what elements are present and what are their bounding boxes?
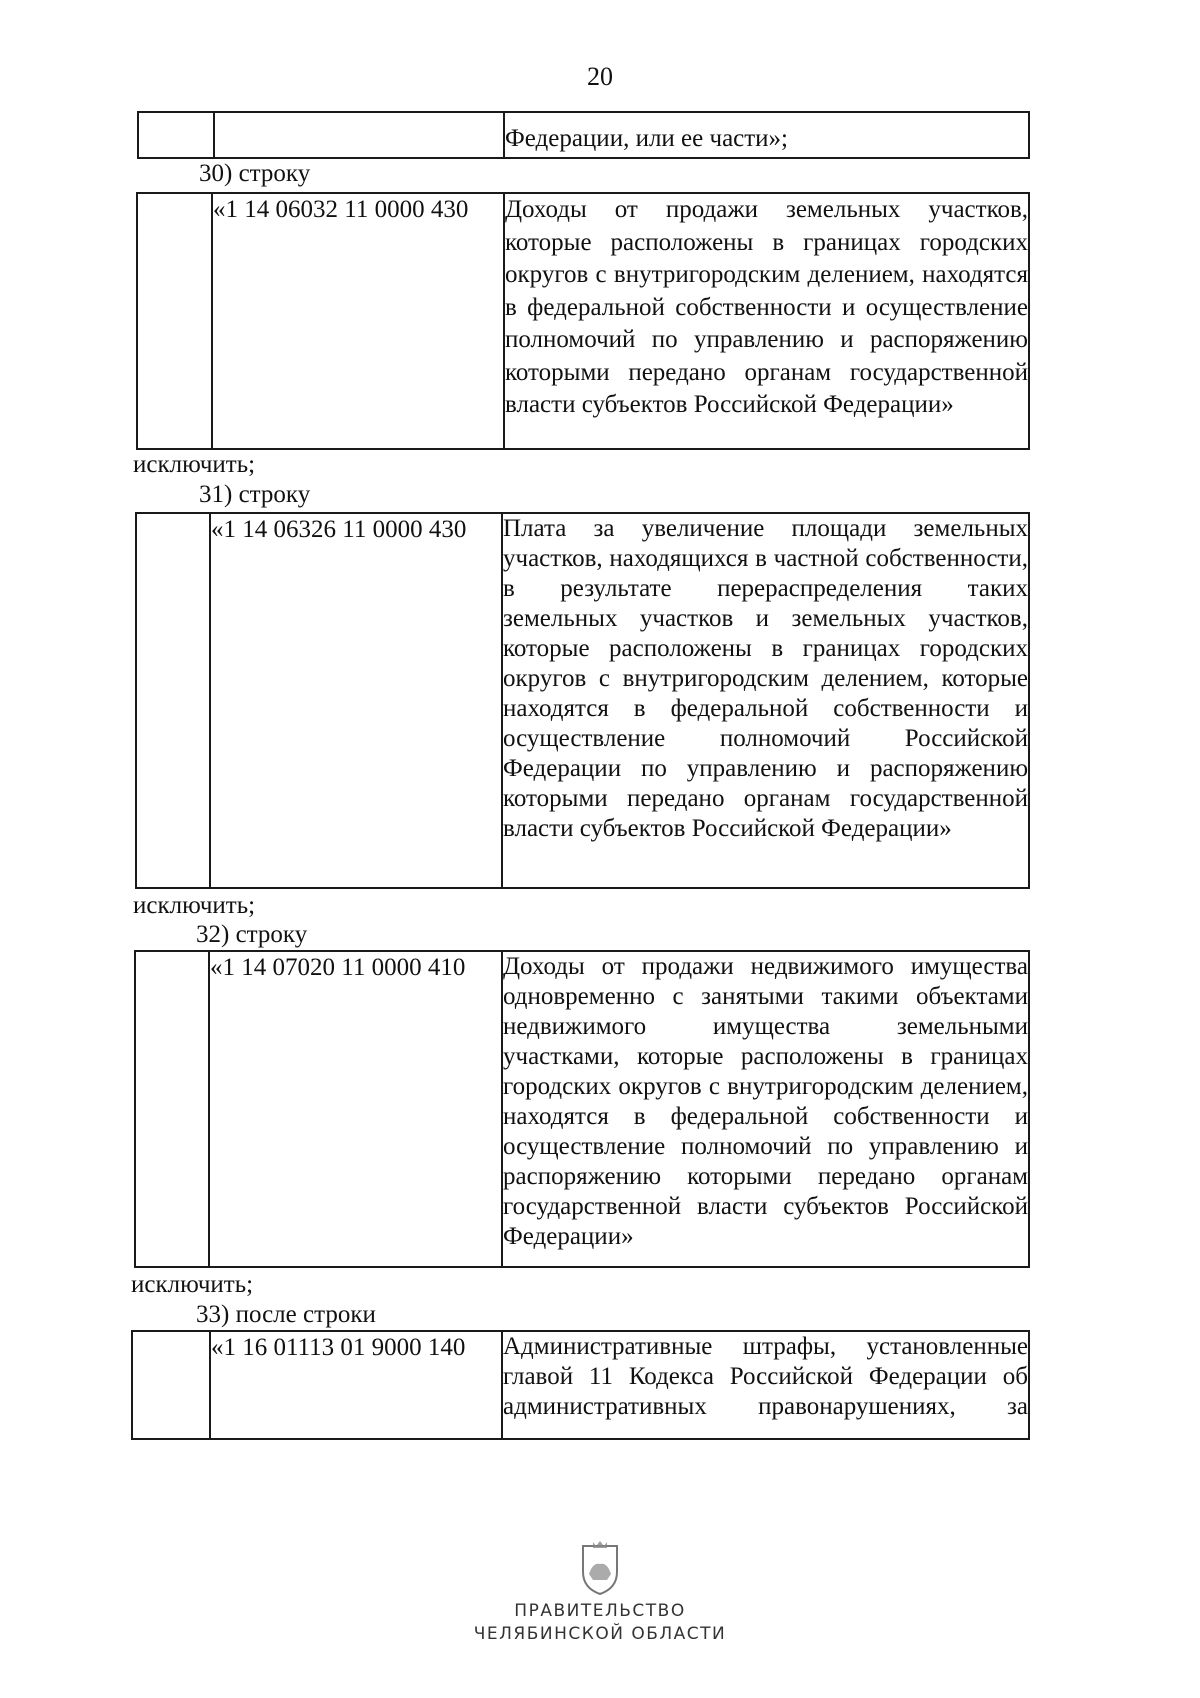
action-label: исключить; bbox=[131, 1271, 254, 1298]
stamp-line1: ПРАВИТЕЛЬСТВО bbox=[514, 1601, 686, 1621]
empty-cell bbox=[136, 513, 210, 888]
code-table bbox=[134, 950, 1030, 1268]
description-cell: Плата за увеличение площади земельных участков, находящихся в частной собственности, в результате перераспределения таких земельных участков и земельных участков, которые расположены в границах городских округов с внутригородским делением, которые находятся в федеральной собственности и осуществление полномочий Российской Федерации по управлению и распоряжению которыми передано органам государственной власти субъектов Российской Федерации» bbox=[502, 513, 1029, 888]
item-label: 33) после строки bbox=[196, 1301, 376, 1328]
description-cell: Доходы от продажи недвижимого имущества одновременно с занятыми такими объектами недвижимого имущества земельными участками, которые расположены в границах городских округов с внутригородским делением, находятся в федеральной собственности и осуществление полномочий по управлению и распоряжению которыми передано органам государственной власти субъектов Российской Федерации» bbox=[502, 951, 1029, 1267]
action-label: исключить; bbox=[133, 451, 256, 478]
empty-cell bbox=[132, 1331, 210, 1439]
code-cell: «1 14 06032 11 0000 430 bbox=[212, 193, 504, 449]
item-label: 32) строку bbox=[196, 921, 308, 948]
item-label: 30) строку bbox=[199, 160, 311, 187]
code-cell: «1 14 06326 11 0000 430 bbox=[210, 513, 502, 888]
empty-cell bbox=[135, 951, 209, 1267]
stamp-line2: ЧЕЛЯБИНСКОЙ ОБЛАСТИ bbox=[473, 1624, 727, 1644]
table-row bbox=[137, 193, 1029, 449]
code-cell bbox=[214, 112, 504, 158]
code-table bbox=[136, 192, 1030, 450]
empty-cell bbox=[138, 112, 214, 158]
code-table bbox=[135, 512, 1030, 889]
table-row bbox=[138, 112, 1029, 158]
page-number: 20 bbox=[587, 62, 613, 91]
coat-of-arms-icon bbox=[579, 1540, 621, 1596]
description-cell: Доходы от продажи земельных участков, которые расположены в границах городских округов с внутригородским делением, находятся в федеральной собственности и осуществление полномочий по управлению и распоряжению которыми передано органам государственной власти субъектов Российской Федерации» bbox=[504, 193, 1029, 449]
description-cell: Федерации, или ее части»; bbox=[504, 112, 1029, 158]
code-cell: «1 14 07020 11 0000 410 bbox=[209, 951, 502, 1267]
code-cell: «1 16 01113 01 9000 140 bbox=[210, 1331, 502, 1439]
table-row bbox=[132, 1331, 1029, 1439]
item-label: 31) строку bbox=[199, 481, 311, 508]
description-cell: Административные штрафы, установленные главой 11 Кодекса Российской Федерации об административных правонарушениях, за bbox=[502, 1331, 1029, 1439]
action-label: исключить; bbox=[133, 892, 256, 919]
code-table bbox=[131, 1330, 1030, 1440]
empty-cell bbox=[137, 193, 212, 449]
table-row bbox=[135, 951, 1029, 1267]
table-row bbox=[136, 513, 1029, 888]
continuation-table bbox=[137, 111, 1030, 159]
